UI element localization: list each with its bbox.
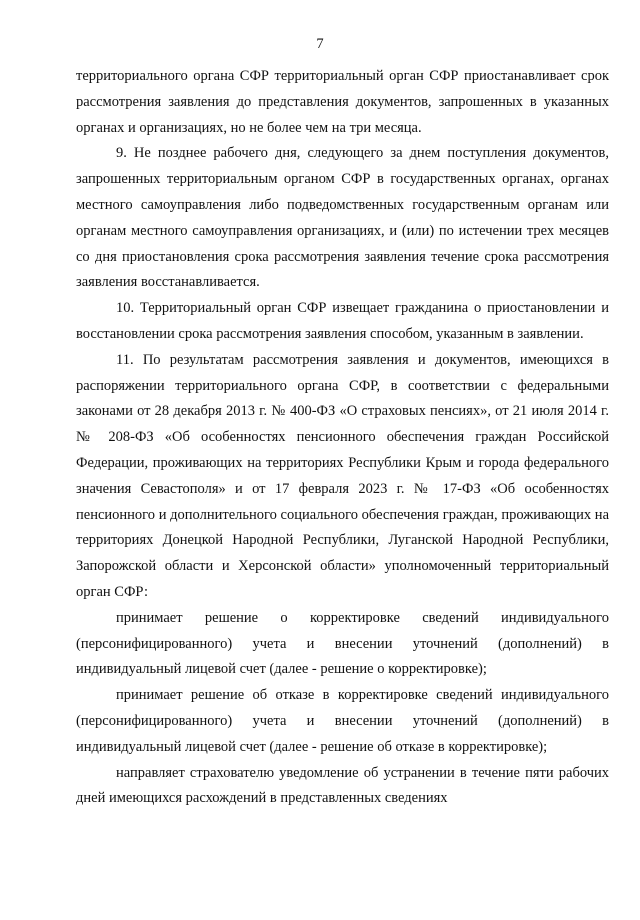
paragraph-item-10: 10. Территориальный орган СФР извещает гражданина о приостановлении и восстановлении срока рассмотрения заявления способом, указанным в заявлении. xyxy=(76,300,609,342)
paragraph-item-11: 11. По результатам рассмотрения заявления и документов, имеющихся в распоряжении территориального органа СФР, в соответствии с федеральными законами от 28 декабря 2013 г. № 400-ФЗ «О страховых пенсиях», от 21 июля 2014 г. № 208-ФЗ «Об особенностях пенсионного обеспечения граждан Российской Федерации, проживающих на территориях Республики Крым и города федерального значения Севастополя» и от 17 февраля 2023 г. № 17-ФЗ «Об особенностях пенсионного и дополнительного социального обеспечения граждан, проживающих на территориях Донецкой Народной Республики, Луганской Народной Республики, Запорожской области и Херсонской области» уполномоченный территориальный орган СФР: xyxy=(76,351,609,600)
document-body xyxy=(76,64,609,812)
page-number: 7 xyxy=(316,36,324,52)
paragraph-item-9: 9. Не позднее рабочего дня, следующего за днем поступления документов, запрошенных территориальным органом СФР в государственных органах, органах местного самоуправления либо подведомственных государственным органам или органам местного самоуправления организациях, и (или) по истечении трех месяцев со дня приостановления срока рассмотрения заявления течение срока рассмотрения заявления восстанавливается. xyxy=(76,145,609,291)
paragraph-continuation: территориального органа СФР территориальный орган СФР приостанавливает срок рассмотрения заявления до представления документов, запрошенных в указанных органах и организациях, но не более чем на три месяца. xyxy=(76,68,609,136)
paragraph-decision-refusal: принимает решение об отказе в корректировке сведений индивидуального (персонифицированного) учета и внесении уточнений (дополнений) в индивидуальный лицевой счет (далее - решение об отказе в корректировке); xyxy=(76,687,609,755)
paragraph-notification: направляет страхователю уведомление об устранении в течение пяти рабочих дней имеющихся расхождений в представленных сведениях xyxy=(76,764,609,807)
paragraph-decision-correction: принимает решение о корректировке сведений индивидуального (персонифицированного) учета и внесении уточнений (дополнений) в индивидуальный лицевой счет (далее - решение о корректировке); xyxy=(76,609,609,678)
